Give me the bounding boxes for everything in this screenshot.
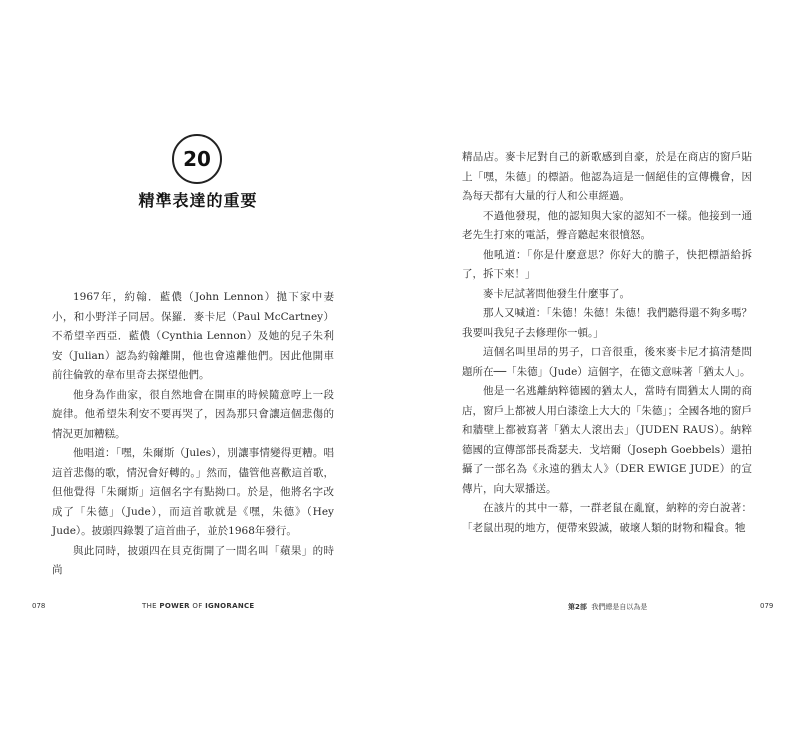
paragraph: 這個名叫里昂的男子，口音很重，後來麥卡尼才搞清楚問題所在──「朱德」（Jude）這個字，在德文意味著「猶太人」。: [462, 346, 752, 378]
page-number-right: 079: [760, 602, 774, 610]
paragraph: 他身為作曲家，很自然地會在開車的時候隨意哼上一段旋律。他希望朱利安不要再哭了，因為那只會讓這個悲傷的情況更加糟糕。: [52, 388, 334, 440]
paragraph: 麥卡尼試著問他發生什麼事了。: [483, 287, 630, 300]
paragraph: 在該片的其中一幕，一群老鼠在亂竄，納粹的旁白說著：「老鼠出現的地方，便帶來毀滅，破壞人類的財物和糧食。牠: [462, 502, 752, 534]
paragraph: 他是一名逃離納粹德國的猶太人，當時有間猶太人開的商店，窗戶上都被人用白漆塗上大大的「朱德」；全國各地的窗戶和牆壁上都被寫著「猶太人滾出去」（JUDEN RAUS）。納粹德國的宣傳部部長喬瑟夫．戈培爾（Joseph Goebbels）還拍攝了一部名為《永遠的猶太人》（DER EWIGE JUDE）的宣傳片，向大眾播送。: [462, 385, 752, 495]
part-title: 我們總是自以為是: [591, 603, 648, 611]
paragraph: 與此同時，披頭四在貝克街開了一間名叫「蘋果」的時尚: [52, 544, 334, 576]
chapter-number-badge: [172, 134, 222, 184]
book-title-ignorance: IGNORANCE: [205, 602, 255, 610]
book-title-of: OF: [189, 602, 206, 610]
paragraph: 不過他發現，他的認知與大家的認知不一樣。他接到一通老先生打來的電話，聲音聽起來很憤怒。: [462, 209, 752, 241]
running-head-part: [568, 602, 647, 612]
paragraph: 那人又喊道：「朱德！朱德！朱德！我們聽得還不夠多嗎？我要叫我兒子去修理你一頓。」: [462, 307, 752, 339]
book-title-power: POWER: [159, 602, 190, 610]
right-page: [400, 0, 800, 744]
chapter-title: 精準表達的重要: [138, 191, 258, 210]
right-body-text: [462, 148, 752, 538]
paragraph: 他吼道：「你是什麼意思？你好大的膽子，快把標語給拆了，拆下來！」: [462, 248, 752, 280]
part-label: 第2部: [568, 603, 587, 611]
book-title-prefix: THE: [142, 602, 160, 610]
paragraph: 精品店。麥卡尼對自己的新歌感到自豪，於是在商店的窗戶貼上「嘿，朱德」的標語。他認為這是一個絕佳的宣傳機會，因為每天都有大量的行人和公車經過。: [462, 151, 752, 202]
running-head-book-title: [142, 602, 255, 610]
chapter-number: 20: [183, 147, 211, 171]
paragraph: 他唱道：「嘿，朱爾斯（Jules），別讓事情變得更糟。唱這首悲傷的歌，情況會好轉的。」然而，儘管他喜歡這首歌，但他覺得「朱爾斯」這個名字有點拗口。於是，他將名字改成了「朱德」（Jude），而這首歌就是《嘿，朱德》（Hey Jude）。披頭四錄製了這首曲子，並於1968年發行。: [52, 447, 334, 537]
left-body-text: [52, 288, 334, 581]
page-number-left: 078: [32, 602, 46, 610]
paragraph: 1967年，約翰．藍儂（John Lennon）拋下家中妻小，和小野洋子同居。保羅．麥卡尼（Paul McCartney）不希望辛西亞．藍儂（Cynthia Lennon）及她的兒子朱利安（Julian）認為約翰離開，他也會遠離他們。因此他開車前往倫敦的韋布里奇去探望他們。: [52, 291, 334, 381]
